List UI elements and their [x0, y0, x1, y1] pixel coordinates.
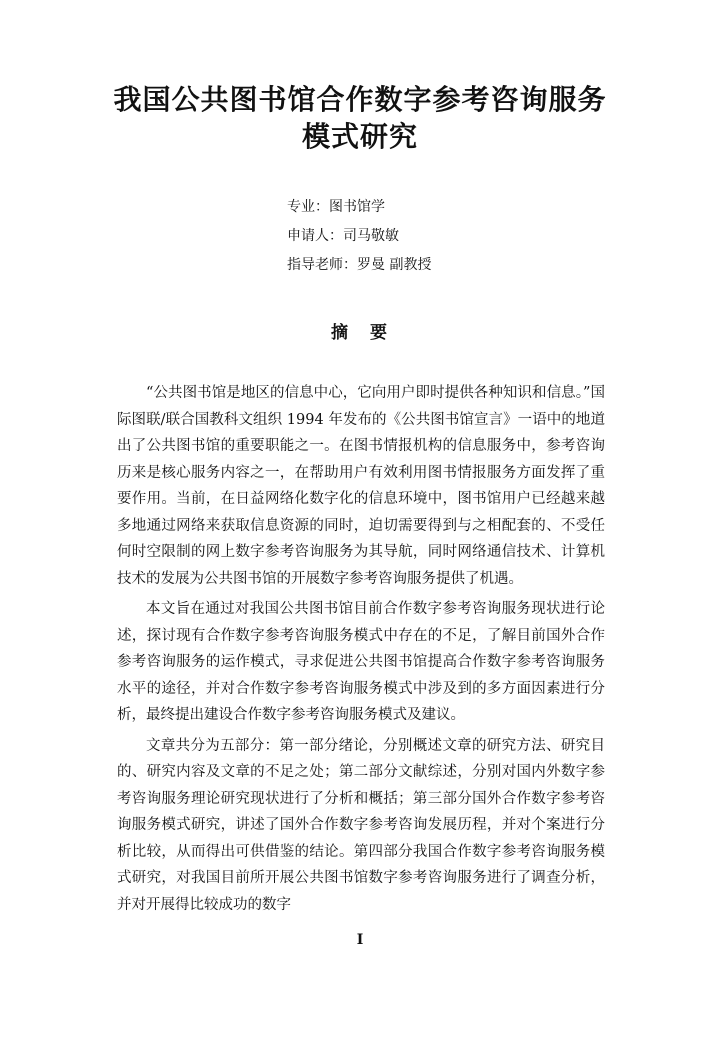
abstract-heading — [0, 318, 720, 343]
author-info — [287, 193, 431, 280]
abstract-heading-char-2: 要 — [370, 323, 389, 343]
abstract-paragraph-1: “公共图书馆是地区的信息中心，它向用户即时提供各种知识和信息。”国际图联/联合国教科文组织 1994 年发布的《公共图书馆宣言》一语中的地道出了公共图书馆的重要职能之一。在图书情报机构的信息服务中，参考咨询历来是核心服务内容之一，在帮助用户有效利用图书情报服务方面发挥了重要作用。当前，在日益网络化数字化的信息环境中，图书馆用户已经越来越多地通过网络来获取信息资源的同时，迫切需要得到与之相配套的、不受任何时空限制的网上数字参考咨询服务为其导航，同时网络通信技术、计算机技术的发展为公共图书馆的开展数字参考咨询服务提供了机遇。 — [117, 385, 605, 587]
title-line-2: 模式研究 — [301, 120, 418, 153]
page-number: I — [356, 932, 364, 948]
abstract-heading-char-1: 摘 — [331, 323, 350, 343]
applicant-line: 申请人：司马敬敏 — [287, 228, 399, 244]
abstract-body — [117, 380, 605, 918]
title-line-1: 我国公共图书馆合作数字参考咨询服务 — [113, 83, 607, 116]
abstract-paragraph-3: 文章共分为五部分：第一部分绪论，分别概述文章的研究方法、研究目的、研究内容及文章的不足之处；第二部分文献综述，分别对国内外数字参考咨询服务理论研究现状进行了分析和概括；第三部分国外合作数字参考咨询服务模式研究，讲述了国外合作数字参考咨询发展历程，并对个案进行分析比较，从而得出可供借鉴的结论。第四部分我国合作数字参考咨询服务模式研究，对我国目前所开展公共图书馆数字参考咨询服务进行了调查分析，并对开展得比较成功的数字 — [117, 737, 605, 913]
advisor-line: 指导老师：罗曼 副教授 — [287, 257, 432, 273]
major-line: 专业：图书馆学 — [287, 199, 385, 215]
abstract-paragraph-2: 本文旨在通过对我国公共图书馆目前合作数字参考咨询服务现状进行论述，探讨现有合作数字参考咨询服务模式中存在的不足，了解目前国外合作参考咨询服务的运作模式，寻求促进公共图书馆提高合作数字参考咨询服务水平的途径，并对合作数字参考咨询服务模式中涉及到的多方面因素进行分析，最终提出建设合作数字参考咨询服务模式及建议。 — [117, 601, 605, 723]
